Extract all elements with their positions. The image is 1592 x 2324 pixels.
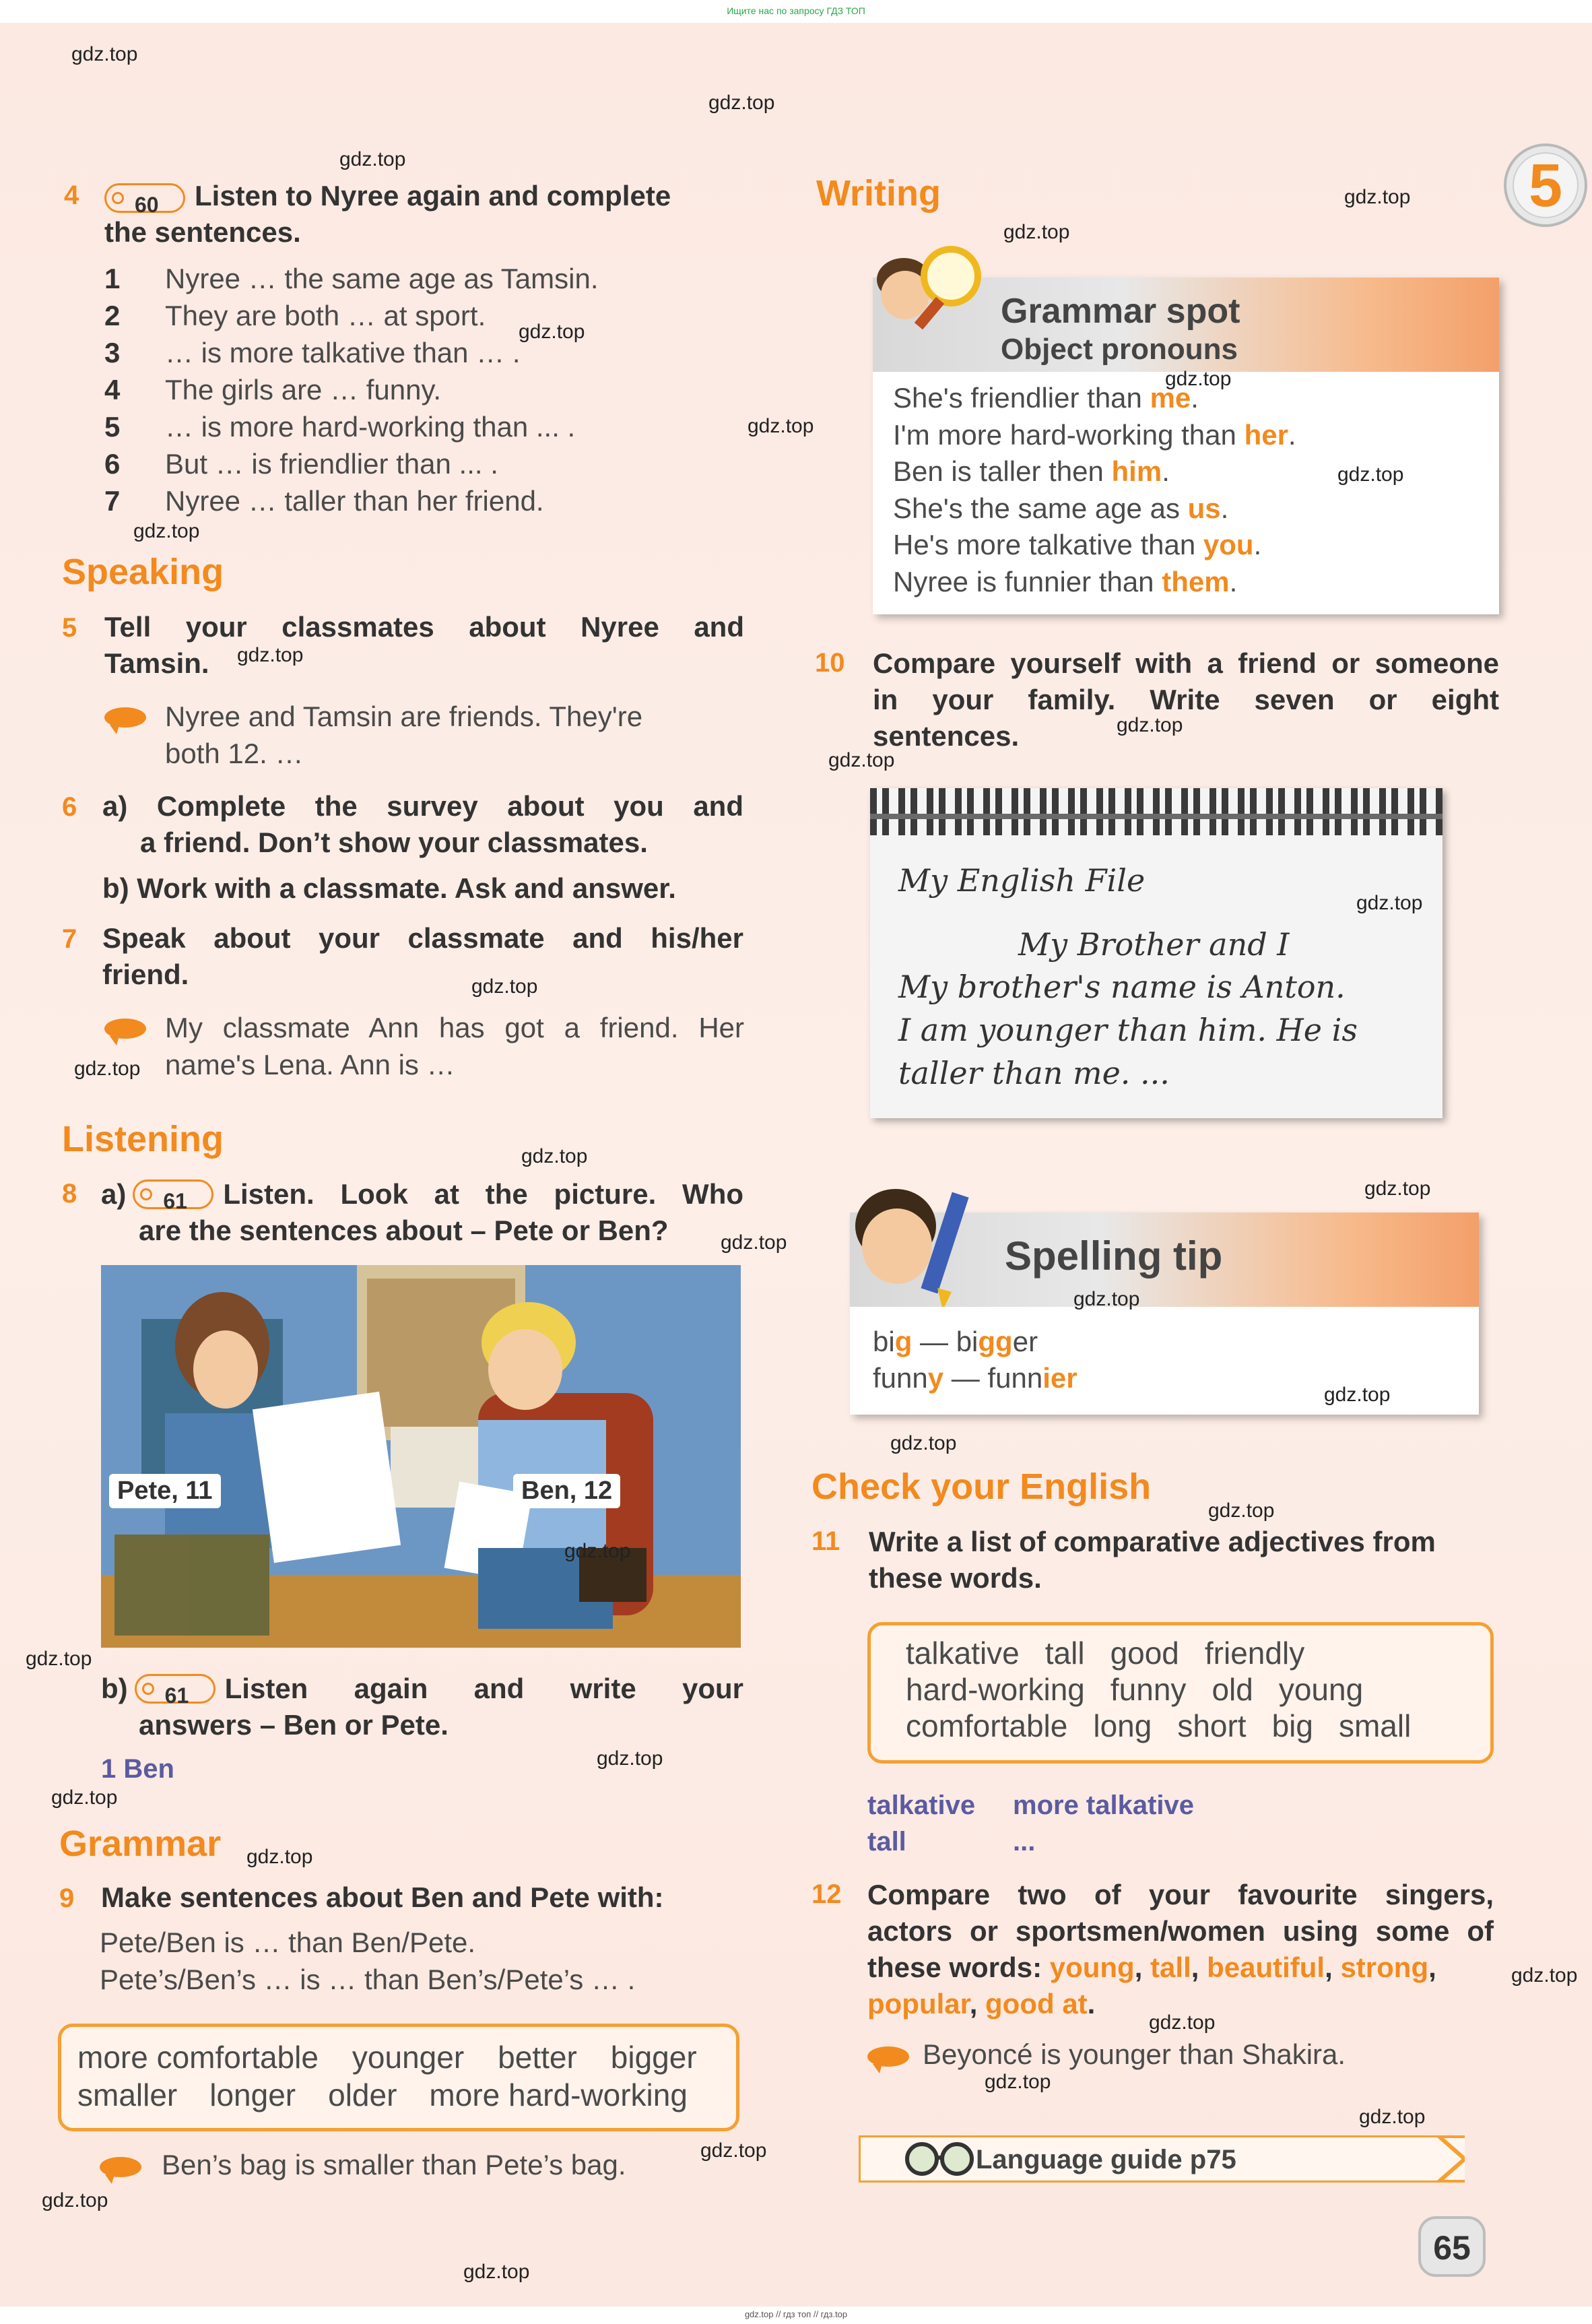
- watermark: gdz.top: [26, 1648, 92, 1670]
- ex8-b: b) 61 Listen again and write your answers – Ben or Pete.: [101, 1673, 743, 1741]
- ex5-example: Nyree and Tamsin are friends. They're both 12. …: [165, 701, 643, 769]
- ex4-item-2: 2 They are both … at sport.: [104, 300, 486, 331]
- ex4-title-line1: Listen to Nyree again and complete: [195, 180, 671, 212]
- ex11-answer-row2: tall ...: [867, 1827, 1036, 1857]
- boy-magnifier-icon: [863, 243, 998, 337]
- spelling-tip-title: Spelling tip: [1005, 1233, 1223, 1279]
- note-title: My English File: [898, 862, 1146, 899]
- listening-heading: Listening: [62, 1119, 224, 1159]
- grammar-spot-line: She's friendlier than me.: [893, 382, 1199, 414]
- speech-bubble-icon: [104, 707, 146, 728]
- ex5-number: 5: [62, 613, 77, 643]
- grammar-spot-line: She's the same age as us.: [893, 492, 1229, 524]
- watermark: gdz.top: [828, 749, 895, 771]
- top-strip-text: Ищите нас по запросу ГДЗ ТОП: [727, 5, 865, 16]
- page-number-badge: [1418, 2216, 1486, 2277]
- ex9-word-row2: smaller longer older more hard-working: [77, 2077, 688, 2112]
- note-line3: taller than me. ...: [898, 1055, 1170, 1091]
- ex12-title: Compare two of your favourite singers, actors or sportsmen/women using some of these words: young, tall, beautiful, strong, popular, good at.: [867, 1879, 1494, 2020]
- ex10-number: 10: [815, 648, 845, 678]
- page-number: 65: [1433, 2229, 1471, 2267]
- ex11-number: 11: [811, 1526, 840, 1556]
- watermark: gdz.top: [1165, 368, 1232, 390]
- ex9-number: 9: [59, 1883, 75, 1913]
- girl-pencil-icon: [835, 1172, 983, 1307]
- ex4-item-5: 5 … is more hard-working than ... .: [104, 411, 576, 443]
- grammar-spot-lines: [893, 380, 1296, 600]
- watermark: gdz.top: [890, 1432, 957, 1454]
- watermark: gdz.top: [1511, 1964, 1578, 1987]
- ex11-word-row3: comfortable long short big small: [906, 1708, 1412, 1743]
- notebook-spiral-bar: [870, 814, 1442, 819]
- note-line2: I am younger than him. He is: [898, 1012, 1358, 1048]
- ex9-example: Ben’s bag is smaller than Pete’s bag.: [162, 2149, 626, 2181]
- watermark: gdz.top: [1073, 1288, 1140, 1310]
- watermark: gdz.top: [985, 2071, 1051, 2093]
- watermark: gdz.top: [339, 148, 406, 170]
- glasses-icon: [902, 2135, 983, 2183]
- ex7-title: Speak about your classmate and his/her friend.: [102, 922, 743, 990]
- ex4-title: [104, 178, 671, 251]
- ex6-a: a) Complete the survey about you and a friend. Don’t show your classmates.: [102, 790, 743, 858]
- ben-label: Ben, 12: [513, 1474, 620, 1508]
- bottom-strip-text: gdz.top // гдз топ // гдз.top: [744, 2309, 848, 2319]
- ex6-number: 6: [62, 792, 77, 822]
- ex9-word-box: [58, 2024, 739, 2131]
- ex6-b: b) Work with a classmate. Ask and answer.: [102, 872, 676, 904]
- ex4-number: 4: [64, 181, 79, 210]
- room-illustration: [101, 1265, 741, 1648]
- ex4-item-7: 7 Nyree … taller than her friend.: [104, 485, 544, 517]
- speech-bubble-icon: [867, 2046, 909, 2067]
- ex7-example: My classmate Ann has got a friend. Her name's Lena. Ann is …: [165, 1012, 744, 1080]
- watermark: gdz.top: [708, 92, 775, 114]
- ex5-title: Tell your classmates about Nyree and Tamsin.: [104, 611, 744, 679]
- ex8-answer: 1 Ben: [101, 1754, 174, 1784]
- pete-label: Pete, 11: [109, 1474, 221, 1508]
- watermark: gdz.top: [471, 975, 538, 998]
- ex9-word-row1: more comfortable younger better bigger: [77, 2040, 697, 2075]
- watermark: gdz.top: [1359, 2106, 1426, 2128]
- ex12-number: 12: [811, 1879, 842, 1909]
- watermark: gdz.top: [597, 1747, 663, 1770]
- ex8-a: a) 61 Listen. Look at the picture. Who are the sentences about – Pete or Ben?: [101, 1178, 743, 1246]
- ex10-title: Compare yourself with a friend or someone in your family. Write seven or eight sentences.: [873, 647, 1499, 752]
- watermark: gdz.top: [1337, 463, 1404, 486]
- check-your-english-heading: Check your English: [811, 1466, 1152, 1507]
- watermark: gdz.top: [1117, 714, 1183, 736]
- watermark: gdz.top: [1364, 1177, 1431, 1200]
- ex8-number: 8: [62, 1179, 77, 1208]
- note-subtitle: My Brother and I: [1018, 926, 1290, 963]
- ex4-item-1: 1 Nyree … the same age as Tamsin.: [104, 263, 599, 294]
- notebook-spiral: [870, 788, 1442, 835]
- speech-bubble-icon: [100, 2157, 141, 2177]
- grammar-spot-subtitle: Object pronouns: [1001, 333, 1238, 366]
- ex4-item-4: 4 The girls are … funny.: [104, 374, 442, 406]
- speech-bubble-icon: [104, 1019, 146, 1039]
- watermark: gdz.top: [246, 1846, 313, 1868]
- grammar-spot-line: Nyree is funnier than them.: [893, 565, 1238, 598]
- grammar-heading: Grammar: [59, 1823, 222, 1864]
- watermark: gdz.top: [1356, 892, 1423, 914]
- watermark: gdz.top: [748, 415, 814, 437]
- watermark: gdz.top: [1208, 1499, 1275, 1522]
- ex4-title-line2: the sentences.: [104, 216, 301, 248]
- ex11-word-row2: hard-working funny old young: [906, 1672, 1364, 1707]
- grammar-spot-line: He's more talkative than you.: [893, 529, 1262, 560]
- writing-heading: Writing: [816, 173, 941, 214]
- grammar-spot-line: Ben is taller then him.: [893, 455, 1170, 487]
- bottom-strip: [0, 2306, 1592, 2324]
- unit-number: 5: [1528, 152, 1563, 220]
- ex11-word-row1: talkative tall good friendly: [906, 1636, 1305, 1671]
- unit-badge: [1503, 135, 1588, 236]
- watermark: gdz.top: [700, 2139, 767, 2162]
- ex4-item-6: 6 But … is friendlier than ... .: [104, 448, 498, 480]
- ex11-title: Write a list of comparative adjectives from these words.: [869, 1526, 1436, 1594]
- ex4-item-3: 3 … is more talkative than … .: [104, 337, 521, 368]
- cd-icon: 61: [133, 1180, 213, 1209]
- ex9-patterns: Pete/Ben is … than Ben/Pete. Pete’s/Ben’s … is … than Ben’s/Pete’s … .: [100, 1927, 636, 1995]
- spelling-row1: big — bigger: [873, 1326, 1038, 1357]
- cd-icon: 60: [104, 183, 185, 213]
- ex12-example: Beyoncé is younger than Shakira.: [923, 2038, 1346, 2070]
- note-line1: My brother's name is Anton.: [898, 969, 1346, 1005]
- watermark: gdz.top: [521, 1145, 588, 1167]
- watermark: gdz.top: [721, 1231, 787, 1254]
- watermark: gdz.top: [74, 1058, 141, 1080]
- speaking-heading: Speaking: [62, 552, 224, 592]
- ex9-title: Make sentences about Ben and Pete with:: [101, 1881, 664, 1913]
- spelling-row2: funny — funnier: [873, 1362, 1077, 1394]
- english-file-notebook: [870, 788, 1442, 1118]
- language-guide-label: Language guide p75: [976, 2145, 1236, 2174]
- watermark: gdz.top: [1344, 186, 1411, 208]
- watermark: gdz.top: [42, 2189, 108, 2212]
- watermark: gdz.top: [1003, 221, 1070, 243]
- ex11-word-box: [867, 1622, 1494, 1764]
- grammar-spot-title: Grammar spot: [1001, 292, 1240, 331]
- watermark: gdz.top: [564, 1540, 631, 1562]
- pete-and-ben-picture: [101, 1265, 741, 1648]
- watermark: gdz.top: [519, 321, 585, 343]
- watermark: gdz.top: [1149, 2011, 1216, 2034]
- top-strip: [0, 0, 1592, 23]
- grammar-spot-line: I'm more hard-working than her.: [893, 418, 1296, 451]
- ex11-answer-row1: talkative more talkative: [867, 1790, 1195, 1820]
- watermark: gdz.top: [1324, 1384, 1391, 1406]
- watermark: gdz.top: [237, 644, 304, 666]
- watermark: gdz.top: [133, 520, 200, 542]
- ex7-number: 7: [62, 924, 77, 954]
- language-guide-link[interactable]: [859, 2135, 1465, 2183]
- watermark: gdz.top: [71, 43, 138, 65]
- cd-icon: 61: [135, 1674, 215, 1704]
- watermark: gdz.top: [51, 1786, 118, 1809]
- watermark: gdz.top: [463, 2261, 530, 2283]
